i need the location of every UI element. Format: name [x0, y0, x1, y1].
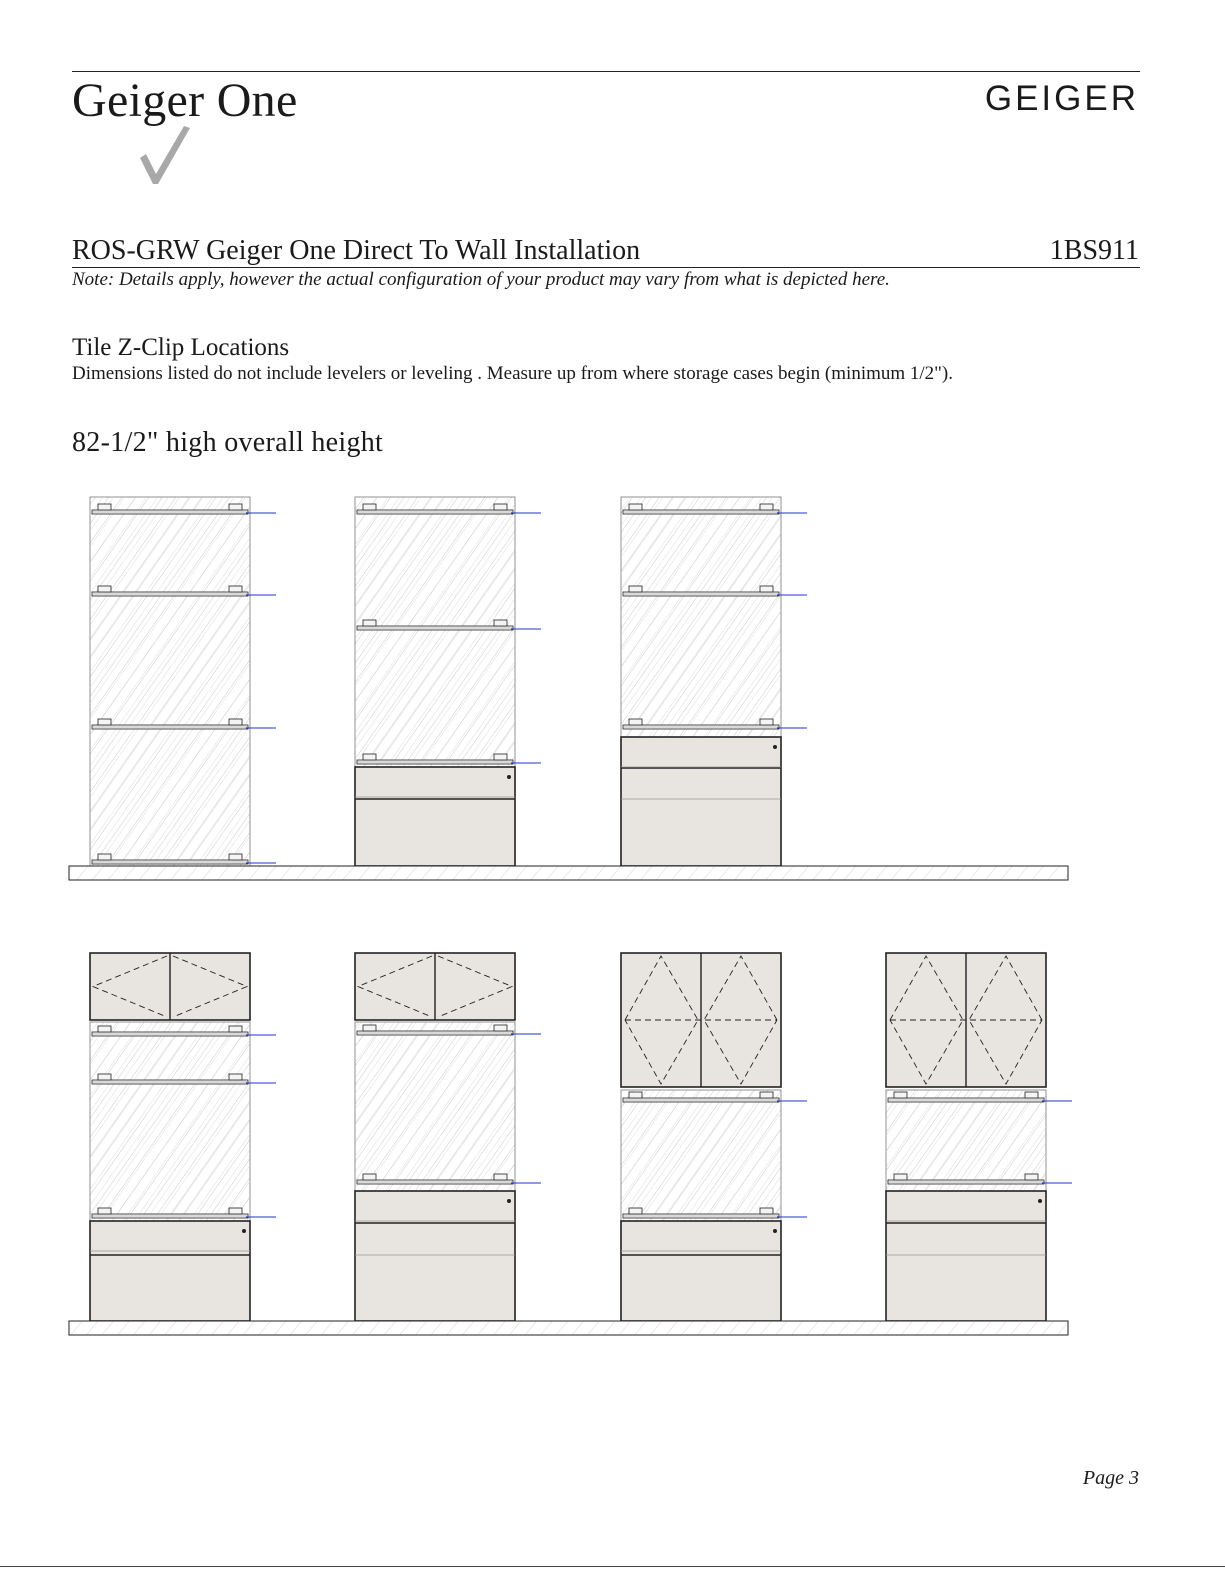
zclip-bracket-left: [629, 719, 642, 725]
zclip-bracket-right: [229, 586, 242, 592]
lock-icon: [773, 745, 777, 749]
storage-case: [886, 1191, 1046, 1321]
lock-icon: [507, 775, 511, 779]
zclip-bracket-right: [494, 1025, 507, 1031]
tile-hatch: [355, 1022, 515, 1191]
geiger-logo: GEIGER: [984, 79, 1139, 118]
storage-case: [90, 1221, 250, 1321]
zclip-bracket-right: [760, 504, 773, 510]
zclip-bracket-right: [229, 854, 242, 860]
lock-icon: [773, 1229, 777, 1233]
header-rule: [72, 71, 1140, 72]
zclip-bracket-left: [98, 719, 111, 725]
document-title: ROS-GRW Geiger One Direct To Wall Installation: [72, 235, 641, 266]
zclip-bracket-right: [760, 586, 773, 592]
zclip-bracket-right: [494, 620, 507, 626]
storage-case: [621, 737, 781, 866]
zclip-bracket-right: [229, 504, 242, 510]
zclip-elevation-drawing: [0, 480, 1225, 1360]
zclip-bracket-right: [494, 1174, 507, 1180]
zclip-bracket-left: [363, 504, 376, 510]
zclip-bracket-left: [363, 1025, 376, 1031]
tile-hatch: [355, 497, 515, 767]
tile-hatch: [90, 497, 250, 866]
zclip-bracket-left: [629, 586, 642, 592]
tile-hatch: [90, 1022, 250, 1221]
tile-hatch: [621, 1090, 781, 1221]
floor-base: [69, 866, 1068, 880]
zclip-bracket-right: [760, 1092, 773, 1098]
zclip-bracket-left: [98, 1208, 111, 1214]
storage-case: [621, 1221, 781, 1321]
footer-rule: [0, 1566, 1225, 1567]
zclip-bracket-left: [98, 1026, 111, 1032]
storage-case: [355, 1191, 515, 1321]
lock-icon: [1038, 1199, 1042, 1203]
page-number: Page 3: [1082, 1467, 1139, 1489]
lock-icon: [507, 1199, 511, 1203]
zclip-bracket-right: [229, 1074, 242, 1080]
zclip-bracket-right: [760, 719, 773, 725]
zclip-bracket-right: [229, 719, 242, 725]
zclip-bracket-left: [629, 1092, 642, 1098]
zclip-bracket-right: [1025, 1092, 1038, 1098]
zclip-bracket-left: [629, 504, 642, 510]
zclip-bracket-right: [229, 1026, 242, 1032]
section-description: Dimensions listed do not include levelers or leveling . Measure up from where storage cases begin (minimum 1/2").: [72, 363, 954, 384]
document-note: Note: Details apply, however the actual configuration of your product may vary from what is depicted here.: [72, 269, 890, 290]
zclip-bracket-left: [363, 754, 376, 760]
zclip-bracket-right: [1025, 1174, 1038, 1180]
zclip-bracket-left: [98, 854, 111, 860]
zclip-bracket-left: [894, 1092, 907, 1098]
zclip-bracket-left: [98, 1074, 111, 1080]
lock-icon: [242, 1229, 246, 1233]
brand-title: Geiger One: [72, 74, 298, 127]
storage-case: [355, 767, 515, 866]
checkmark-icon: [138, 124, 192, 186]
zclip-bracket-left: [98, 504, 111, 510]
zclip-bracket-left: [363, 620, 376, 626]
zclip-bracket-right: [494, 504, 507, 510]
zclip-bracket-left: [894, 1174, 907, 1180]
zclip-bracket-right: [229, 1208, 242, 1214]
zclip-bracket-left: [98, 586, 111, 592]
document-code: 1BS911: [1049, 235, 1139, 266]
zclip-bracket-left: [629, 1208, 642, 1214]
floor-base: [69, 1321, 1068, 1335]
zclip-bracket-left: [363, 1174, 376, 1180]
tile-hatch: [621, 497, 781, 737]
section-title: Tile Z-Clip Locations: [72, 334, 290, 361]
zclip-bracket-right: [760, 1208, 773, 1214]
height-subtitle: 82-1/2" high overall height: [72, 427, 384, 458]
tile-hatch: [886, 1090, 1046, 1191]
zclip-bracket-right: [494, 754, 507, 760]
